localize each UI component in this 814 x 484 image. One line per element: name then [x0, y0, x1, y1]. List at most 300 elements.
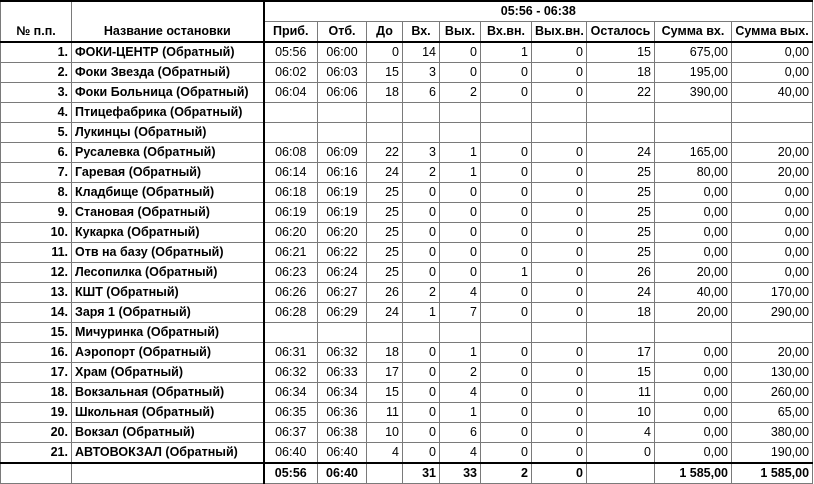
sum-alighted: 380,00	[732, 423, 813, 443]
sum-alighted: 20,00	[732, 143, 813, 163]
boarded: 2	[403, 163, 440, 183]
passengers-left: 24	[587, 283, 655, 303]
boarded-internal: 0	[481, 203, 532, 223]
boarded-internal: 0	[481, 163, 532, 183]
row-number: 6.	[1, 143, 72, 163]
boarded: 3	[403, 63, 440, 83]
row-number: 11.	[1, 243, 72, 263]
arrival-time: 06:02	[264, 63, 318, 83]
passengers-left: 25	[587, 223, 655, 243]
stop-name: Вокзальная (Обратный)	[72, 383, 264, 403]
passengers-before	[367, 103, 403, 123]
alighted	[440, 123, 481, 143]
table-row	[1, 383, 813, 403]
stop-name: Кладбище (Обратный)	[72, 183, 264, 203]
alighted: 0	[440, 203, 481, 223]
header-blank-num	[1, 1, 72, 22]
sum-boarded: 20,00	[655, 303, 732, 323]
table-row	[1, 83, 813, 103]
stop-name: Лукинцы (Обратный)	[72, 123, 264, 143]
passengers-before	[367, 123, 403, 143]
boarded: 6	[403, 83, 440, 103]
stop-name: Становая (Обратный)	[72, 203, 264, 223]
passengers-left: 25	[587, 163, 655, 183]
sum-boarded: 0,00	[655, 423, 732, 443]
stop-name: Кукарка (Обратный)	[72, 223, 264, 243]
passengers-before: 26	[367, 283, 403, 303]
alighted-internal: 0	[532, 83, 587, 103]
boarded: 0	[403, 263, 440, 283]
alighted-internal	[532, 103, 587, 123]
departure-time	[318, 323, 367, 343]
sum-alighted: 0,00	[732, 243, 813, 263]
alighted: 1	[440, 403, 481, 423]
row-number: 7.	[1, 163, 72, 183]
alighted-internal: 0	[532, 443, 587, 464]
period-header: 05:56 - 06:38	[264, 1, 813, 22]
passengers-left: 4	[587, 423, 655, 443]
col-out-header: Вых.	[440, 22, 481, 43]
row-number: 21.	[1, 443, 72, 464]
arrival-time: 06:14	[264, 163, 318, 183]
alighted-internal: 0	[532, 283, 587, 303]
sum-alighted: 130,00	[732, 363, 813, 383]
boarded: 0	[403, 183, 440, 203]
table-row	[1, 183, 813, 203]
row-number: 2.	[1, 63, 72, 83]
total-before-blank	[367, 463, 403, 484]
boarded: 1	[403, 303, 440, 323]
sum-alighted: 0,00	[732, 183, 813, 203]
alighted	[440, 103, 481, 123]
arrival-time: 06:26	[264, 283, 318, 303]
passengers-before: 18	[367, 343, 403, 363]
col-sum-in-header: Сумма вх.	[655, 22, 732, 43]
total-sum-in: 1 585,00	[655, 463, 732, 484]
stops-table-body	[1, 42, 813, 463]
boarded-internal: 0	[481, 343, 532, 363]
passengers-left: 25	[587, 203, 655, 223]
arrival-time	[264, 103, 318, 123]
col-arrival-header: Приб.	[264, 22, 318, 43]
boarded	[403, 323, 440, 343]
alighted-internal: 0	[532, 42, 587, 63]
stop-name: Птицефабрика (Обратный)	[72, 103, 264, 123]
total-out: 33	[440, 463, 481, 484]
boarded: 0	[403, 223, 440, 243]
boarded: 0	[403, 403, 440, 423]
total-out-internal: 0	[532, 463, 587, 484]
alighted-internal: 0	[532, 263, 587, 283]
boarded-internal: 0	[481, 303, 532, 323]
sum-alighted: 260,00	[732, 383, 813, 403]
alighted-internal: 0	[532, 423, 587, 443]
departure-time: 06:27	[318, 283, 367, 303]
arrival-time	[264, 323, 318, 343]
totals-blank-name	[72, 463, 264, 484]
departure-time: 06:29	[318, 303, 367, 323]
boarded-internal	[481, 323, 532, 343]
stop-name: Русалевка (Обратный)	[72, 143, 264, 163]
col-num-header: № п.п.	[1, 22, 72, 43]
row-number: 9.	[1, 203, 72, 223]
row-number: 4.	[1, 103, 72, 123]
sum-boarded: 0,00	[655, 183, 732, 203]
passengers-left: 18	[587, 63, 655, 83]
departure-time: 06:24	[318, 263, 367, 283]
arrival-time: 06:21	[264, 243, 318, 263]
arrival-time: 06:08	[264, 143, 318, 163]
table-row	[1, 283, 813, 303]
passengers-left: 11	[587, 383, 655, 403]
col-sum-out-header: Сумма вых.	[732, 22, 813, 43]
col-in-internal-header: Вх.вн.	[481, 22, 532, 43]
alighted: 1	[440, 143, 481, 163]
boarded: 14	[403, 42, 440, 63]
sum-boarded: 80,00	[655, 163, 732, 183]
col-out-internal-header: Вых.вн.	[532, 22, 587, 43]
passengers-left: 10	[587, 403, 655, 423]
departure-time: 06:19	[318, 183, 367, 203]
arrival-time: 06:31	[264, 343, 318, 363]
arrival-time: 06:35	[264, 403, 318, 423]
alighted: 0	[440, 42, 481, 63]
stop-name: Храм (Обратный)	[72, 363, 264, 383]
sum-boarded	[655, 123, 732, 143]
alighted	[440, 323, 481, 343]
sum-boarded: 195,00	[655, 63, 732, 83]
passengers-left	[587, 323, 655, 343]
alighted-internal: 0	[532, 343, 587, 363]
boarded-internal	[481, 103, 532, 123]
passengers-before: 25	[367, 223, 403, 243]
passengers-before: 18	[367, 83, 403, 103]
table-row	[1, 203, 813, 223]
passengers-left: 24	[587, 143, 655, 163]
alighted: 4	[440, 383, 481, 403]
alighted: 4	[440, 443, 481, 464]
boarded: 0	[403, 423, 440, 443]
row-number: 12.	[1, 263, 72, 283]
boarded-internal: 0	[481, 223, 532, 243]
departure-time: 06:09	[318, 143, 367, 163]
departure-time: 06:22	[318, 243, 367, 263]
alighted: 0	[440, 243, 481, 263]
row-number: 19.	[1, 403, 72, 423]
boarded-internal: 0	[481, 383, 532, 403]
sum-alighted: 20,00	[732, 343, 813, 363]
passengers-before: 24	[367, 163, 403, 183]
sum-alighted: 0,00	[732, 203, 813, 223]
row-number: 13.	[1, 283, 72, 303]
stop-name: Гаревая (Обратный)	[72, 163, 264, 183]
table-row	[1, 323, 813, 343]
passengers-left: 0	[587, 443, 655, 464]
arrival-time: 06:34	[264, 383, 318, 403]
passengers-before: 25	[367, 243, 403, 263]
alighted: 0	[440, 223, 481, 243]
departure-time: 06:33	[318, 363, 367, 383]
boarded-internal: 1	[481, 42, 532, 63]
row-number: 10.	[1, 223, 72, 243]
table-row	[1, 103, 813, 123]
table-row	[1, 143, 813, 163]
departure-time: 06:00	[318, 42, 367, 63]
boarded: 0	[403, 363, 440, 383]
col-departure-header: Отб.	[318, 22, 367, 43]
table-row	[1, 63, 813, 83]
departure-time: 06:19	[318, 203, 367, 223]
stop-name: Отв на базу (Обратный)	[72, 243, 264, 263]
sum-alighted: 20,00	[732, 163, 813, 183]
total-sum-out: 1 585,00	[732, 463, 813, 484]
stop-name: АВТОВОКЗАЛ (Обратный)	[72, 443, 264, 464]
alighted-internal: 0	[532, 183, 587, 203]
passengers-before: 24	[367, 303, 403, 323]
boarded-internal: 0	[481, 403, 532, 423]
total-in-internal: 2	[481, 463, 532, 484]
boarded: 2	[403, 283, 440, 303]
boarded	[403, 103, 440, 123]
alighted-internal: 0	[532, 363, 587, 383]
passengers-left	[587, 103, 655, 123]
sum-alighted: 40,00	[732, 83, 813, 103]
alighted: 4	[440, 283, 481, 303]
alighted: 1	[440, 163, 481, 183]
arrival-time: 06:28	[264, 303, 318, 323]
boarded-internal: 0	[481, 243, 532, 263]
stop-name: Фоки Звезда (Обратный)	[72, 63, 264, 83]
stop-name: Мичуринка (Обратный)	[72, 323, 264, 343]
stop-name: Лесопилка (Обратный)	[72, 263, 264, 283]
passengers-left: 25	[587, 183, 655, 203]
passengers-left: 15	[587, 42, 655, 63]
passengers-left: 17	[587, 343, 655, 363]
boarded-internal: 0	[481, 83, 532, 103]
boarded-internal: 1	[481, 263, 532, 283]
alighted-internal: 0	[532, 383, 587, 403]
arrival-time: 06:19	[264, 203, 318, 223]
stop-name: КШТ (Обратный)	[72, 283, 264, 303]
sum-boarded: 0,00	[655, 383, 732, 403]
stop-name: Вокзал (Обратный)	[72, 423, 264, 443]
table-row	[1, 403, 813, 423]
alighted: 2	[440, 83, 481, 103]
departure-time	[318, 103, 367, 123]
departure-time: 06:16	[318, 163, 367, 183]
boarded: 0	[403, 243, 440, 263]
alighted-internal: 0	[532, 163, 587, 183]
table-row	[1, 263, 813, 283]
alighted: 0	[440, 183, 481, 203]
table-row	[1, 123, 813, 143]
sum-alighted	[732, 123, 813, 143]
departure-time: 06:40	[318, 443, 367, 464]
boarded-internal: 0	[481, 363, 532, 383]
passengers-before: 17	[367, 363, 403, 383]
row-number: 16.	[1, 343, 72, 363]
passengers-left: 15	[587, 363, 655, 383]
passengers-left	[587, 123, 655, 143]
passengers-left: 18	[587, 303, 655, 323]
row-number: 1.	[1, 42, 72, 63]
alighted-internal	[532, 123, 587, 143]
table-row	[1, 423, 813, 443]
passengers-before: 0	[367, 42, 403, 63]
sum-boarded	[655, 323, 732, 343]
sum-boarded: 20,00	[655, 263, 732, 283]
alighted: 1	[440, 343, 481, 363]
boarded-internal: 0	[481, 143, 532, 163]
boarded: 0	[403, 383, 440, 403]
boarded-internal: 0	[481, 63, 532, 83]
alighted-internal: 0	[532, 403, 587, 423]
boarded-internal	[481, 123, 532, 143]
arrival-time	[264, 123, 318, 143]
sum-alighted	[732, 323, 813, 343]
passengers-left: 26	[587, 263, 655, 283]
arrival-time: 06:32	[264, 363, 318, 383]
passengers-before: 22	[367, 143, 403, 163]
alighted-internal: 0	[532, 303, 587, 323]
col-name-header: Название остановки	[72, 22, 264, 43]
row-number: 14.	[1, 303, 72, 323]
sum-boarded: 0,00	[655, 243, 732, 263]
passengers-before	[367, 323, 403, 343]
alighted: 0	[440, 63, 481, 83]
total-departure: 06:40	[318, 463, 367, 484]
arrival-time: 05:56	[264, 42, 318, 63]
sum-boarded: 675,00	[655, 42, 732, 63]
table-row	[1, 303, 813, 323]
passengers-before: 4	[367, 443, 403, 464]
row-number: 5.	[1, 123, 72, 143]
alighted: 7	[440, 303, 481, 323]
row-number: 18.	[1, 383, 72, 403]
passengers-before: 25	[367, 203, 403, 223]
table-row	[1, 243, 813, 263]
departure-time: 06:03	[318, 63, 367, 83]
table-row	[1, 343, 813, 363]
total-in: 31	[403, 463, 440, 484]
header-blank-name	[72, 1, 264, 22]
totals-row	[1, 463, 813, 484]
header-columns-row	[1, 22, 813, 43]
sum-boarded: 0,00	[655, 223, 732, 243]
table-row	[1, 163, 813, 183]
row-number: 17.	[1, 363, 72, 383]
alighted-internal: 0	[532, 243, 587, 263]
departure-time: 06:06	[318, 83, 367, 103]
col-in-header: Вх.	[403, 22, 440, 43]
arrival-time: 06:40	[264, 443, 318, 464]
boarded-internal: 0	[481, 283, 532, 303]
total-arrival: 05:56	[264, 463, 318, 484]
passengers-before: 10	[367, 423, 403, 443]
row-number: 3.	[1, 83, 72, 103]
boarded: 0	[403, 203, 440, 223]
departure-time	[318, 123, 367, 143]
sum-boarded: 390,00	[655, 83, 732, 103]
row-number: 20.	[1, 423, 72, 443]
sum-alighted: 0,00	[732, 42, 813, 63]
arrival-time: 06:20	[264, 223, 318, 243]
sum-boarded: 0,00	[655, 403, 732, 423]
departure-time: 06:32	[318, 343, 367, 363]
arrival-time: 06:23	[264, 263, 318, 283]
departure-time: 06:34	[318, 383, 367, 403]
sum-alighted: 190,00	[732, 443, 813, 464]
sum-alighted	[732, 103, 813, 123]
arrival-time: 06:04	[264, 83, 318, 103]
table-row	[1, 363, 813, 383]
passengers-before: 15	[367, 383, 403, 403]
alighted-internal: 0	[532, 203, 587, 223]
sum-boarded: 40,00	[655, 283, 732, 303]
row-number: 15.	[1, 323, 72, 343]
passengers-before: 15	[367, 63, 403, 83]
sum-boarded: 165,00	[655, 143, 732, 163]
header-period-row	[1, 1, 813, 22]
sum-alighted: 170,00	[732, 283, 813, 303]
sum-boarded: 0,00	[655, 343, 732, 363]
stop-name: Аэропорт (Обратный)	[72, 343, 264, 363]
boarded: 0	[403, 443, 440, 464]
sum-alighted: 65,00	[732, 403, 813, 423]
boarded: 3	[403, 143, 440, 163]
alighted-internal	[532, 323, 587, 343]
arrival-time: 06:37	[264, 423, 318, 443]
sum-alighted: 0,00	[732, 63, 813, 83]
sum-boarded: 0,00	[655, 363, 732, 383]
boarded-internal: 0	[481, 443, 532, 464]
sum-boarded: 0,00	[655, 203, 732, 223]
alighted: 0	[440, 263, 481, 283]
totals-blank-num	[1, 463, 72, 484]
table-row	[1, 443, 813, 464]
stop-name: Школьная (Обратный)	[72, 403, 264, 423]
sum-alighted: 290,00	[732, 303, 813, 323]
sum-boarded	[655, 103, 732, 123]
row-number: 8.	[1, 183, 72, 203]
col-left-header: Осталось	[587, 22, 655, 43]
passengers-before: 25	[367, 263, 403, 283]
passengers-before: 11	[367, 403, 403, 423]
total-left-blank	[587, 463, 655, 484]
arrival-time: 06:18	[264, 183, 318, 203]
boarded-internal: 0	[481, 183, 532, 203]
alighted: 6	[440, 423, 481, 443]
alighted-internal: 0	[532, 63, 587, 83]
stop-name: ФОКИ-ЦЕНТР (Обратный)	[72, 42, 264, 63]
departure-time: 06:38	[318, 423, 367, 443]
stop-name: Фоки Больница (Обратный)	[72, 83, 264, 103]
table-row	[1, 223, 813, 243]
sum-alighted: 0,00	[732, 263, 813, 283]
alighted-internal: 0	[532, 223, 587, 243]
stop-name: Заря 1 (Обратный)	[72, 303, 264, 323]
sum-alighted: 0,00	[732, 223, 813, 243]
boarded	[403, 123, 440, 143]
table-row	[1, 42, 813, 63]
passengers-before: 25	[367, 183, 403, 203]
departure-time: 06:36	[318, 403, 367, 423]
alighted-internal: 0	[532, 143, 587, 163]
col-before-header: До	[367, 22, 403, 43]
boarded: 0	[403, 343, 440, 363]
sum-boarded: 0,00	[655, 443, 732, 464]
passengers-left: 25	[587, 243, 655, 263]
